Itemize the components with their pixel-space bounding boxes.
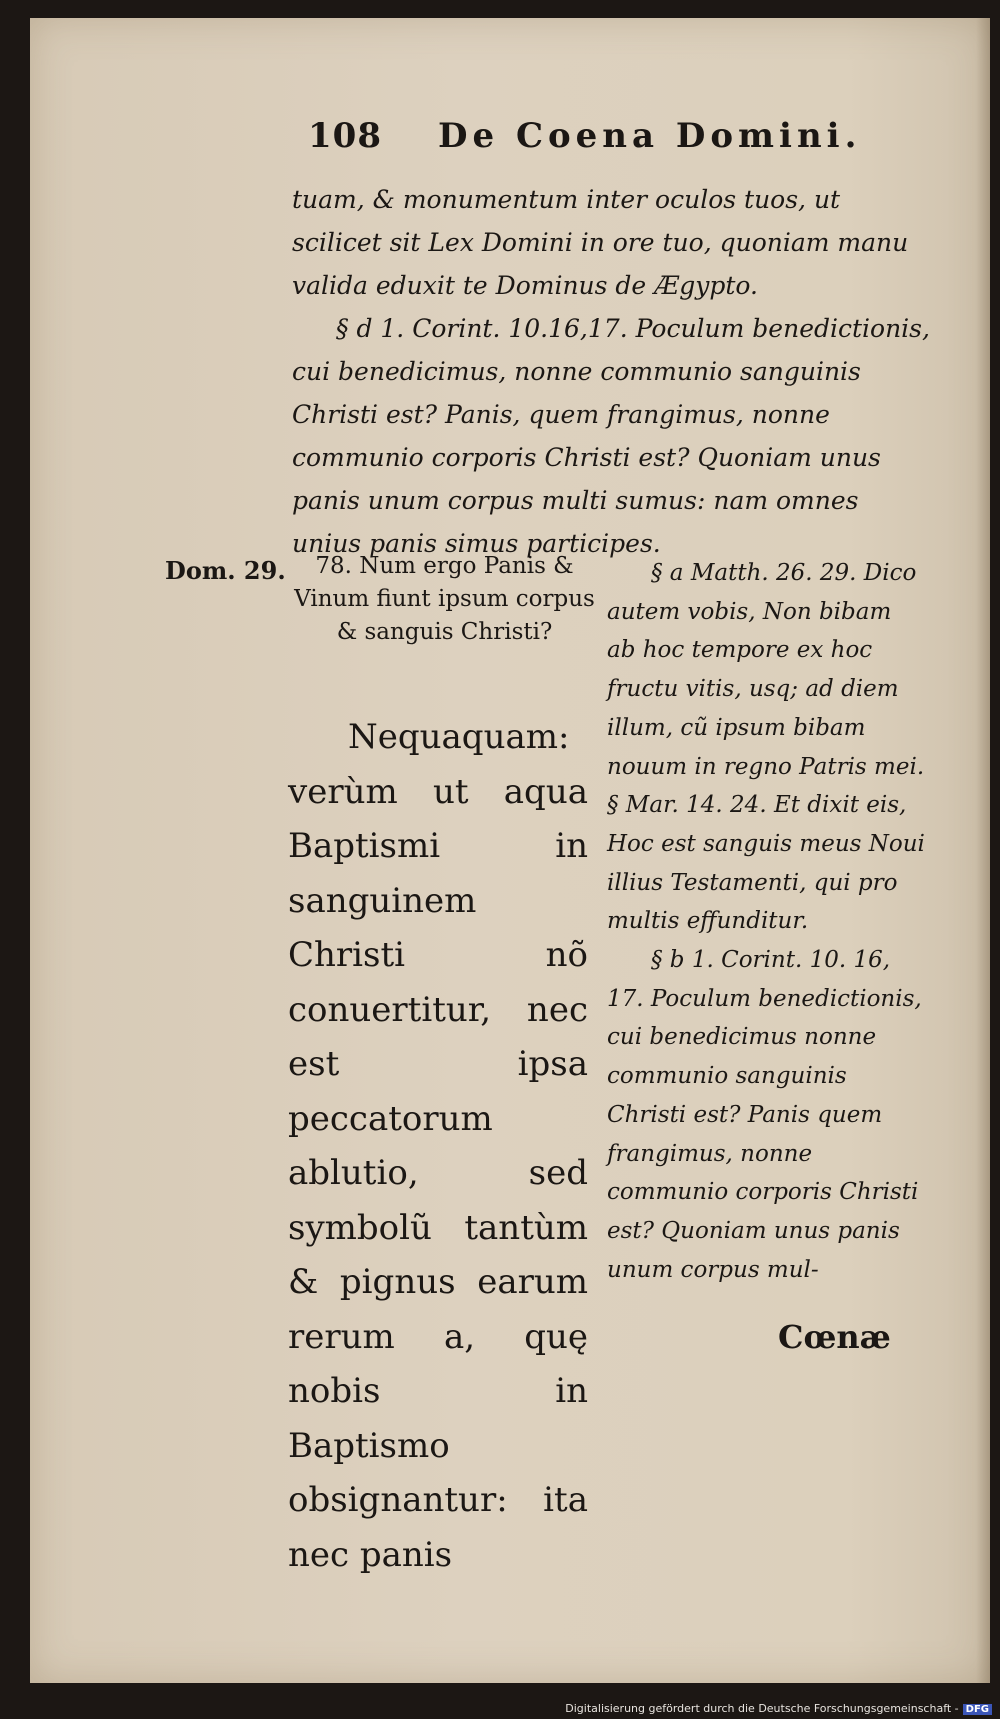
book-page — [30, 18, 990, 1683]
scripture-references-column — [607, 554, 925, 1289]
running-header — [308, 116, 861, 156]
running-title: De Coena Domini. — [437, 116, 862, 156]
catchword: Cœnæ — [778, 1318, 891, 1356]
dfg-logo: DFG — [963, 1704, 992, 1715]
top-scripture-text — [292, 178, 932, 565]
page-number: 108 — [308, 116, 382, 156]
scripture-paragraph: tuam, & monumentum inter oculos tuos, ut scilicet sit Lex Domini in ore tuo, quoniam manu valida eduxit te Dominus de Ægypto. — [292, 185, 909, 300]
page-edge-shadow — [976, 18, 990, 1683]
catechism-answer — [288, 710, 588, 1582]
answer-text: Nequaquam: verùm ut aqua Baptismi in sanguinem Christi nõ conuertitur, nec est ipsa peccatorum ablutio, sed symbolũ tantùm & pignus earum rerum a, quę nobis in Baptismo obsignantur: ita nec panis — [288, 717, 588, 1575]
credit-text: Digitalisierung gefördert durch die Deutsche Forschungsgemeinschaft - — [565, 1702, 959, 1715]
scripture-reference: § a Matth. 26. 29. Dico autem vobis, Non bibam ab hoc tempore ex hoc fructu vitis, usq; ad diem illum, cũ ipsum bibam nouum in regno Patris mei. § Mar. 14. 24. Et dixit eis, Hoc est sanguis meus Noui illius Testamenti, qui pro multis effunditur. — [607, 560, 925, 935]
scripture-paragraph: § d 1. Corint. 10.16,17. Poculum benedictionis, cui benedicimus, nonne communio sanguinis Christi est? Panis, quem frangimus, nonne communio corporis Christi est? Quoniam unus panis unum corpus multi sumus: nam omnes unius panis simus participes. — [292, 314, 930, 558]
marginal-note: Dom. 29. — [165, 556, 286, 585]
catechism-question: 78. Num ergo Panis & Vinum fiunt ipsum corpus & sanguis Christi? — [294, 553, 595, 645]
scripture-reference: § b 1. Corint. 10. 16, 17. Poculum benedictionis, cui benedicimus nonne communio sanguinis Christi est? Panis quem frangimus, nonne communio corporis Christi est? Quoniam unus panis unum corpus mul- — [607, 947, 922, 1283]
digitization-credit — [565, 1702, 992, 1715]
